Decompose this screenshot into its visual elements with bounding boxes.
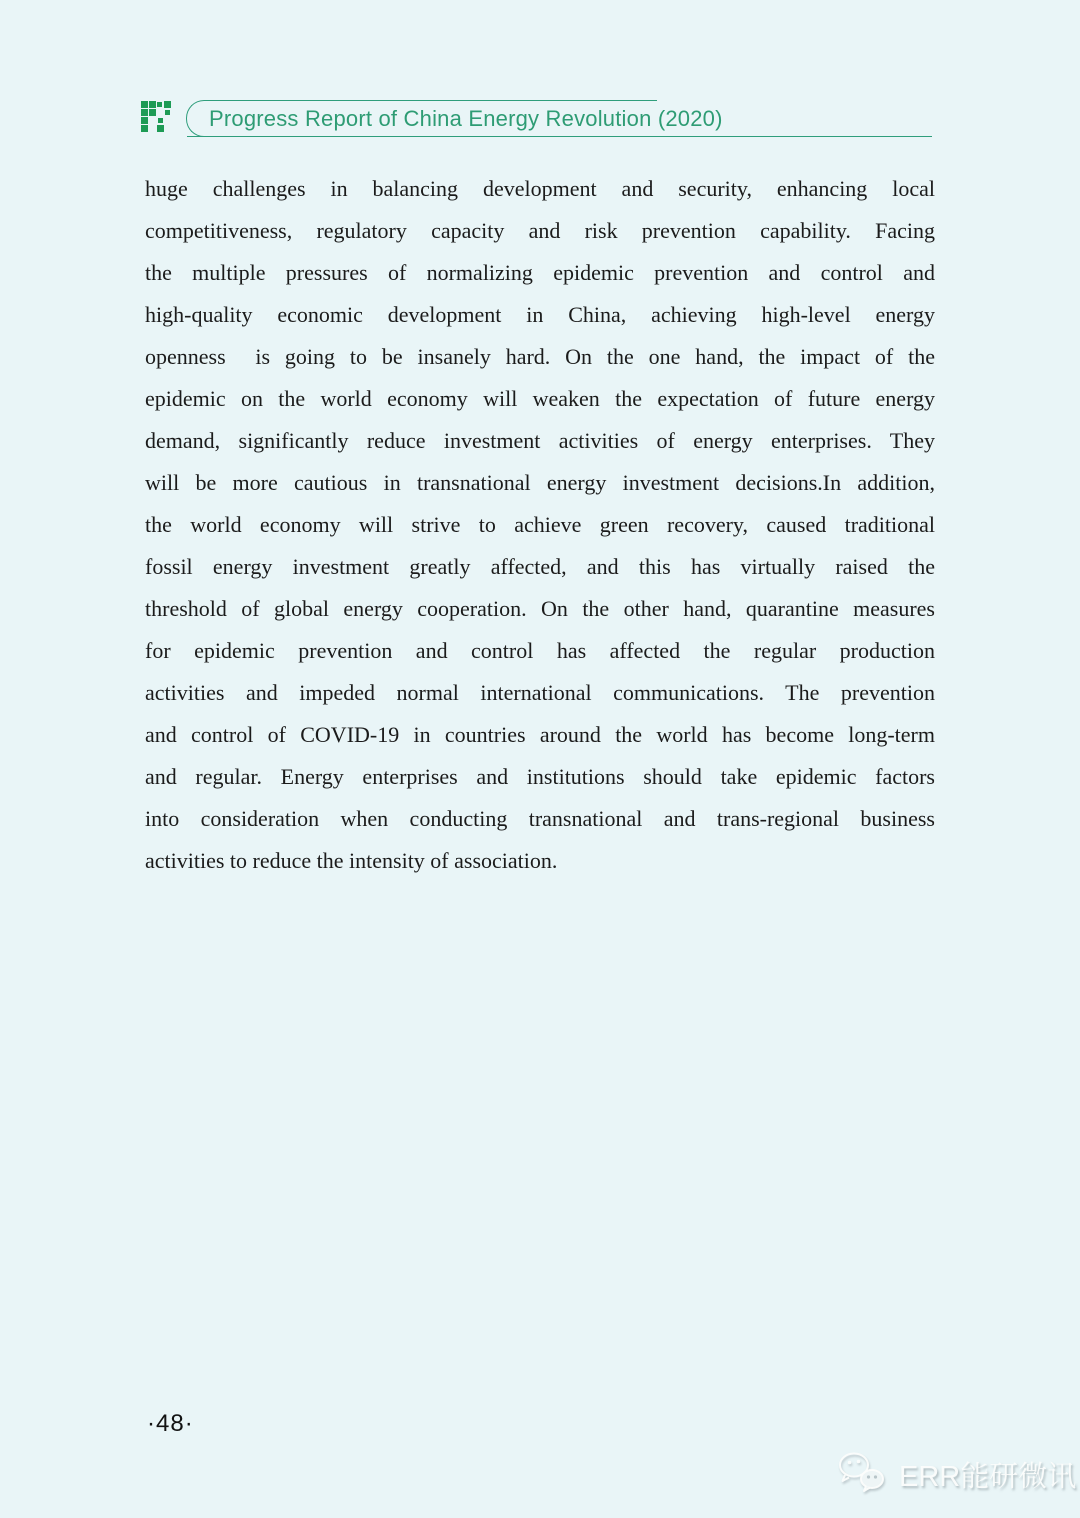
- body-line: demand, significantly reduce investment activities of energy enterprises. They: [145, 428, 935, 453]
- body-line: openness is going to be insanely hard. On the one hand, the impact of the: [145, 344, 935, 369]
- wechat-icon: [836, 1450, 890, 1498]
- body-line: high-quality economic development in China, achieving high-level energy: [145, 302, 935, 327]
- body-line: huge challenges in balancing development and security, enhancing local: [145, 176, 935, 201]
- body-line: epidemic on the world economy will weaken the expectation of future energy: [145, 386, 935, 411]
- body-line: and control of COVID-19 in countries around the world has become long-term: [145, 722, 935, 747]
- watermark-label: ERR能研微讯: [899, 1460, 1077, 1493]
- body-line: activities and impeded normal international communications. The prevention: [145, 680, 935, 705]
- pixel-grid-logo-icon: [141, 101, 177, 135]
- body-line: activities to reduce the intensity of association.: [145, 848, 558, 873]
- body-text: [145, 168, 935, 882]
- body-line: threshold of global energy cooperation. On the other hand, quarantine measures: [145, 596, 935, 621]
- watermark: [836, 1450, 1076, 1498]
- body-line: will be more cautious in transnational energy investment decisions.In addition,: [145, 470, 935, 495]
- body-line: the multiple pressures of normalizing epidemic prevention and control and: [145, 260, 935, 285]
- body-line: fossil energy investment greatly affected, and this has virtually raised the: [145, 554, 935, 579]
- body-line: and regular. Energy enterprises and institutions should take epidemic factors: [145, 764, 935, 789]
- body-line: competitiveness, regulatory capacity and risk prevention capability. Facing: [145, 218, 935, 243]
- body-line: into consideration when conducting transnational and trans-regional business: [145, 806, 935, 831]
- page-number: ·48·: [147, 1410, 194, 1437]
- body-line: for epidemic prevention and control has affected the regular production: [145, 638, 935, 663]
- header-rule: [187, 136, 932, 138]
- report-title: Progress Report of China Energy Revolution (2020): [209, 106, 723, 131]
- body-line: the world economy will strive to achieve green recovery, caused traditional: [145, 512, 935, 537]
